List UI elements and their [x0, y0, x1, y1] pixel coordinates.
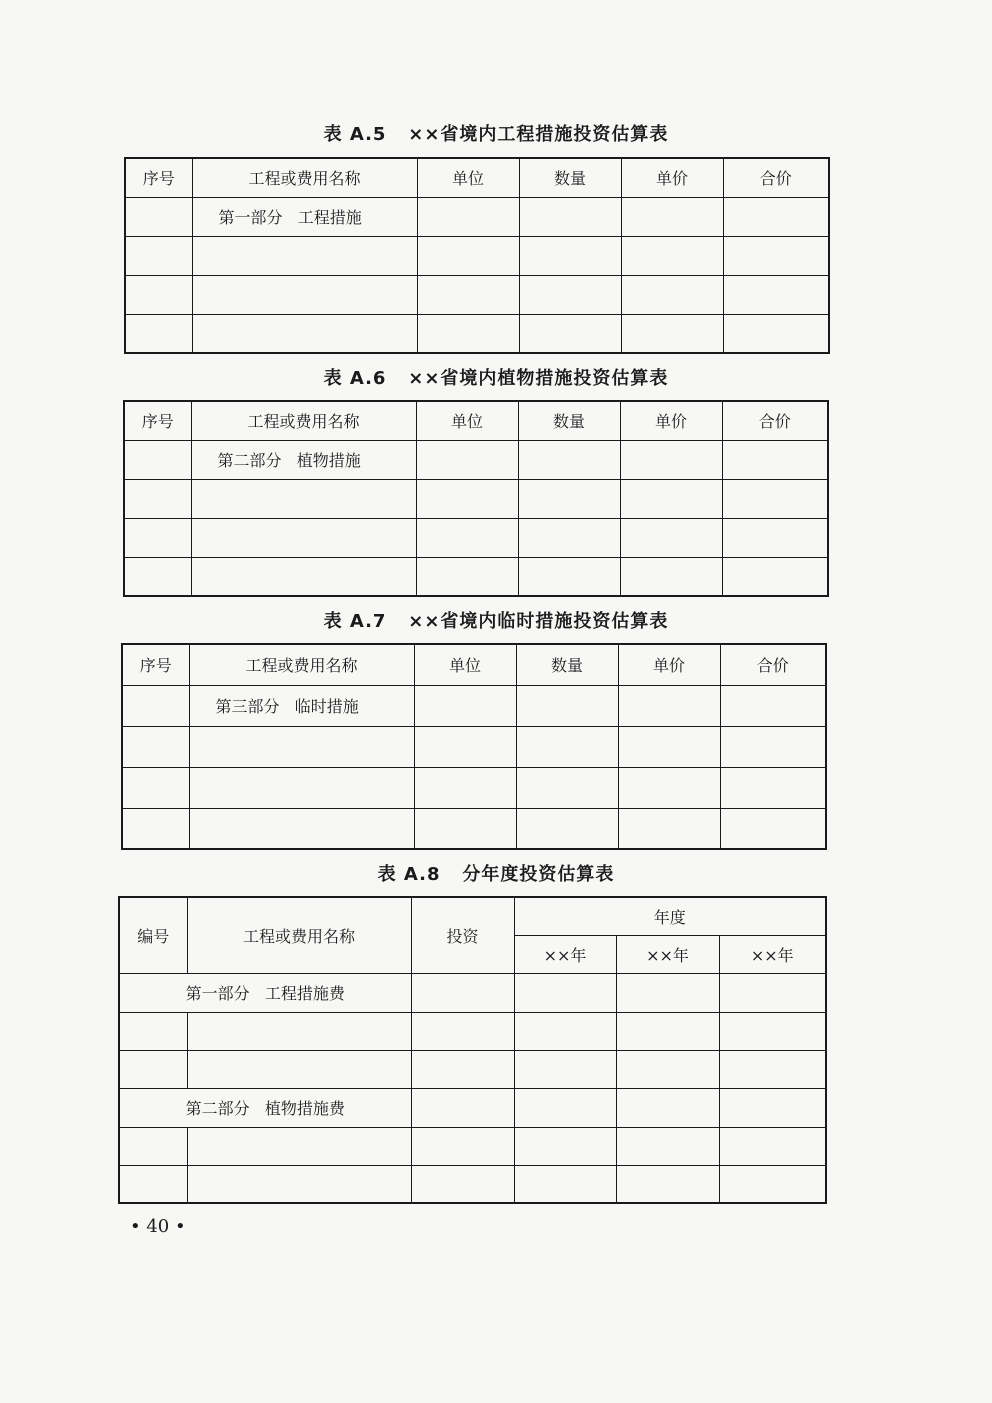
table-header-row [119, 897, 826, 935]
table-row [122, 767, 826, 808]
table-a8 [118, 896, 827, 1204]
part-label: 第二部分 植物措施费 [119, 1088, 411, 1127]
table-a7 [121, 643, 827, 850]
header-qty: 数量 [519, 158, 621, 197]
table-row [125, 314, 829, 353]
table-row [124, 479, 828, 518]
table-a6 [123, 400, 829, 597]
table-row [125, 275, 829, 314]
table-row [119, 1012, 826, 1050]
header-unit: 单位 [417, 158, 519, 197]
table-a7-caption: 表 A.7 ××省境内临时措施投资估算表 [323, 611, 669, 632]
table-row [119, 1088, 826, 1127]
header-seq: 序号 [125, 158, 192, 197]
part-label: 第二部分 植物措施 [191, 440, 416, 479]
table-row [119, 1127, 826, 1165]
table-row [119, 973, 826, 1012]
table-row [125, 236, 829, 275]
table-row [124, 557, 828, 596]
table-row [119, 1165, 826, 1203]
header-seq: 序号 [122, 644, 189, 685]
header-year-2: ××年 [616, 935, 719, 973]
table-header-row [124, 401, 828, 440]
table-a5 [124, 157, 830, 354]
header-unit: 单位 [416, 401, 518, 440]
header-name: 工程或费用名称 [191, 401, 416, 440]
header-price: 单价 [620, 401, 722, 440]
header-qty: 数量 [516, 644, 618, 685]
header-unit: 单位 [414, 644, 516, 685]
header-qty: 数量 [518, 401, 620, 440]
table-row [122, 726, 826, 767]
part-label: 第一部分 工程措施费 [119, 973, 411, 1012]
header-price: 单价 [618, 644, 720, 685]
header-total: 合价 [723, 158, 829, 197]
header-name: 工程或费用名称 [192, 158, 417, 197]
table-header-row [122, 644, 826, 685]
header-total: 合价 [720, 644, 826, 685]
header-year-1: ××年 [514, 935, 616, 973]
header-year-group: 年度 [514, 897, 826, 935]
table-a5-caption: 表 A.5 ××省境内工程措施投资估算表 [323, 124, 669, 145]
table-row [122, 808, 826, 849]
part-label: 第一部分 工程措施 [192, 197, 417, 236]
header-total: 合价 [722, 401, 828, 440]
table-row [124, 440, 828, 479]
header-name: 工程或费用名称 [187, 897, 411, 973]
page-number: • 40 • [130, 1216, 186, 1237]
table-header-row [125, 158, 829, 197]
header-code: 编号 [119, 897, 187, 973]
table-row [122, 685, 826, 726]
part-label: 第三部分 临时措施 [189, 685, 414, 726]
table-row [119, 1050, 826, 1088]
table-a6-caption: 表 A.6 ××省境内植物措施投资估算表 [323, 368, 669, 389]
header-seq: 序号 [124, 401, 191, 440]
header-year-3: ××年 [719, 935, 826, 973]
header-invest: 投资 [411, 897, 514, 973]
table-row [125, 197, 829, 236]
table-a8-caption: 表 A.8 分年度投资估算表 [377, 864, 615, 885]
header-price: 单价 [621, 158, 723, 197]
table-row [124, 518, 828, 557]
header-name: 工程或费用名称 [189, 644, 414, 685]
